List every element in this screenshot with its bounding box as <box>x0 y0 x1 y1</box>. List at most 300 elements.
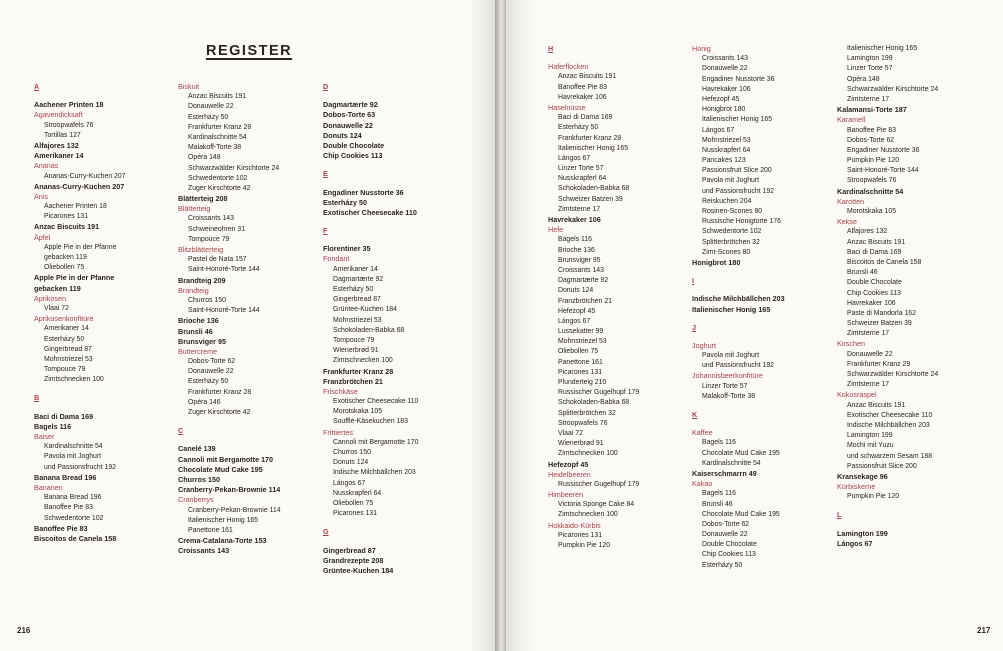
index-gap <box>692 420 785 428</box>
index-subentry: Chocolate Mud Cake 195 <box>702 449 780 457</box>
index-subentry: Saint-Honoré-Torte 144 <box>188 266 260 274</box>
index-subentry: Mochi mit Yuzu <box>847 442 894 450</box>
index-subentry: Tompouce 79 <box>44 366 86 374</box>
index-letter: B <box>34 393 40 403</box>
index-gap <box>34 385 126 393</box>
index-subentry: Schwedentorte 102 <box>44 514 104 522</box>
index-subentry: Dobos-Torte 62 <box>847 136 895 144</box>
index-gap <box>323 519 418 527</box>
index-subentry: Honigbrot 180 <box>702 106 746 114</box>
index-subentry: Soufflé-Käsekuchen 183 <box>333 418 408 426</box>
index-subentry: Morotskaka 105 <box>847 208 897 215</box>
index-subentry: Havrekaker 106 <box>702 85 751 93</box>
index-entry: Gingerbread 87 <box>323 545 376 555</box>
index-heading: Ananas <box>34 161 59 171</box>
index-subentry: Linzer Torte 57 <box>702 382 748 390</box>
index-subentry: Zimt-Scones 80 <box>702 248 751 256</box>
index-subentry: Oliebollen 75 <box>333 499 374 507</box>
index-subentry: Lángos 67 <box>558 317 591 325</box>
index-subentry: Banoffee Pie 83 <box>44 504 93 512</box>
index-entry: Kalamansi-Torte 187 <box>837 105 907 115</box>
index-column-6 <box>837 44 938 549</box>
index-entry: Franzbrötchen 21 <box>323 376 383 386</box>
index-entry: Lángos 67 <box>837 538 873 548</box>
index-subentry: Amerikaner 14 <box>333 265 378 273</box>
index-entry: Alfajores 132 <box>34 140 79 150</box>
index-subentry: Pavola mit Joghurt <box>702 177 760 185</box>
index-entry: Frankfurter Kranz 28 <box>323 366 394 376</box>
index-heading: Blätterteig <box>178 204 211 214</box>
index-subentry: und Passionsfrucht 192 <box>702 362 775 370</box>
index-subentry: Engadiner Nusstorte 36 <box>702 75 775 83</box>
index-subentry: Double Chocolate <box>847 279 902 287</box>
index-subentry: Franzbrötchen 21 <box>558 297 613 305</box>
index-entry: Bagels 116 <box>34 421 72 431</box>
index-entry: Churros 150 <box>178 474 220 484</box>
index-subentry: Schwarzwälder Kirschtorte 24 <box>847 85 939 93</box>
index-subentry: Lángos 67 <box>558 154 591 162</box>
index-subentry: Lángos 67 <box>702 126 735 134</box>
index-subentry: Ananas-Curry-Kuchen 207 <box>44 172 126 180</box>
index-entry: Indische Milchbällchen 203 <box>692 294 785 304</box>
index-subentry: Aachener Printen 18 <box>44 203 107 211</box>
index-subentry: Bagels 116 <box>702 490 736 498</box>
index-subentry: Italienischer Honig 165 <box>188 516 259 524</box>
index-letter: D <box>323 82 329 91</box>
index-subentry: Grüntee-Kuchen 184 <box>333 306 397 314</box>
index-gap <box>323 236 418 244</box>
book-gutter <box>495 0 506 651</box>
index-subentry: Engadiner Nusstorte 36 <box>847 146 920 154</box>
index-entry: Esterházy 50 <box>323 197 367 207</box>
index-subentry: Splitterbrötchen 32 <box>558 409 616 417</box>
index-gap <box>178 418 281 426</box>
index-letter: C <box>178 426 184 436</box>
index-subentry: Italienischer Honig 165 <box>847 45 918 52</box>
index-subentry: Picarones 131 <box>44 213 89 221</box>
index-subentry: Plunderteig 210 <box>558 379 607 386</box>
index-entry: Banoffee Pie 83 <box>34 523 88 533</box>
index-subentry: Biscoitos de Canela 158 <box>847 258 922 266</box>
index-subentry: Oliebollen 75 <box>44 264 85 272</box>
index-gap <box>692 268 785 276</box>
index-subentry: gebacken 119 <box>44 254 87 261</box>
index-subentry: Banoffee Pie 83 <box>847 126 896 134</box>
index-subentry: Pumpkin Pie 120 <box>847 493 900 501</box>
index-subentry: Anzac Biscuits 191 <box>188 93 247 101</box>
index-subentry: Croissants 143 <box>702 55 748 63</box>
index-subentry: Baci di Dama 169 <box>847 248 902 256</box>
index-subentry: Havrekaker 106 <box>847 299 896 307</box>
index-subentry: Kardinalschnitte 54 <box>702 459 761 467</box>
index-subentry: Schokoladen-Babka 68 <box>558 185 630 193</box>
index-subentry: Malakoff-Torte 38 <box>188 144 242 152</box>
index-subentry: Schwarzwälder Kirschtorte 24 <box>188 164 280 172</box>
index-letter: H <box>548 44 554 53</box>
index-subentry: Schweizer Batzen 39 <box>558 195 623 203</box>
index-entry: Dobos-Torte 63 <box>323 110 376 120</box>
index-entry: Chip Cookies 113 <box>323 151 383 161</box>
index-subentry: Esterházy 50 <box>188 113 229 121</box>
index-subentry: Esterházy 50 <box>333 286 374 293</box>
index-gap <box>323 161 418 169</box>
index-column-3 <box>323 82 418 576</box>
index-subentry: Frankfurter Kranz 28 <box>188 388 252 396</box>
index-gap <box>323 180 418 188</box>
index-subentry: Chocolate Mud Cake 195 <box>702 510 780 518</box>
index-gap <box>692 333 785 341</box>
index-subentry: Vlaai 72 <box>558 429 583 437</box>
index-letter: J <box>692 322 696 332</box>
index-entry: Brunsli 46 <box>178 326 213 336</box>
index-heading: Kürbiskerne <box>837 482 876 492</box>
index-subentry: Esterházy 50 <box>44 335 85 343</box>
index-subentry: Gingerbread 87 <box>44 345 92 353</box>
index-subentry: Bagels 116 <box>702 439 736 447</box>
index-heading: Haselnüsse <box>548 102 586 112</box>
index-heading: Aprikosenkonfitüre <box>34 314 94 324</box>
index-subentry: Pancakes 123 <box>702 157 746 165</box>
index-heading: Blitzblätterteig <box>178 245 224 254</box>
index-entry: Brioche 136 <box>178 316 219 326</box>
index-letter: E <box>323 169 328 179</box>
index-subentry: Esterházy 50 <box>188 378 229 386</box>
index-heading: Karamell <box>837 115 866 125</box>
right-page <box>506 0 1003 651</box>
index-subentry: Frankfurter Kranz 28 <box>188 123 252 131</box>
index-entry: Aachener Printen 18 <box>34 100 104 110</box>
index-subentry: Stroopwafels 76 <box>44 121 94 129</box>
index-gap <box>323 538 418 546</box>
index-column-1 <box>34 82 126 544</box>
index-heading: Buttercreme <box>178 346 218 356</box>
index-entry: Honigbrot 180 <box>692 257 741 267</box>
index-subentry: Donauwelle 22 <box>702 531 748 539</box>
index-entry: Croissants 143 <box>178 546 230 556</box>
index-subentry: Donuts 124 <box>558 287 594 295</box>
index-subentry: Brunsli 46 <box>702 500 733 508</box>
index-heading: Kakao <box>692 479 713 489</box>
index-heading: Anis <box>34 191 48 201</box>
index-subentry: Reiskuchen 204 <box>702 197 752 205</box>
index-entry: Italienischer Honig 165 <box>692 304 771 314</box>
index-subentry: Nusskrapferl 64 <box>558 175 607 183</box>
index-gap <box>692 315 785 323</box>
index-subentry: Churros 150 <box>333 449 371 456</box>
index-subentry: Mohnstriezel 53 <box>702 136 751 144</box>
index-heading: Kekse <box>837 217 857 227</box>
index-subentry: Donauwelle 22 <box>847 350 893 358</box>
index-subentry: Double Chocolate <box>702 541 757 549</box>
index-subentry: Apple Pie in der Pfanne <box>44 243 117 251</box>
index-subentry: Passionsfruit Slice 200 <box>847 462 917 470</box>
index-subentry: Vlaai 72 <box>44 304 69 312</box>
index-letter: I <box>692 276 694 286</box>
index-entry: Exotischer Cheesecake 110 <box>323 207 417 217</box>
index-subentry: Schokoladen-Babka 68 <box>558 399 630 407</box>
index-letter: F <box>323 226 328 236</box>
index-subentry: Zimtschnecken 100 <box>333 357 393 365</box>
index-subentry: Linzer Torte 57 <box>558 165 604 173</box>
index-subentry: Indische Milchbällchen 203 <box>333 469 416 477</box>
index-gap <box>837 521 938 529</box>
index-subentry: Zuger Kirschtorte 42 <box>188 184 251 192</box>
index-subentry: Picarones 131 <box>558 368 603 376</box>
index-subentry: Splitterbrötchen 32 <box>702 238 760 246</box>
index-subentry: Malakoff-Torte 38 <box>702 392 756 400</box>
index-subentry: Zimtsterne 17 <box>558 205 601 213</box>
index-subentry: Italienischer Honig 165 <box>558 144 629 152</box>
index-subentry: Russischer Gugelhupf 179 <box>558 389 640 397</box>
index-subentry: Zimtsterne 17 <box>847 95 890 103</box>
index-entry: Biscoitos de Canela 158 <box>34 533 117 543</box>
index-subentry: Oliebollen 75 <box>558 348 599 356</box>
index-subentry: Donauwelle 22 <box>188 368 234 376</box>
index-subentry: Zimtsterne 17 <box>847 330 890 338</box>
index-entry: Brandteig 209 <box>178 275 226 285</box>
index-letter: L <box>837 510 842 520</box>
index-subentry: Amerikaner 14 <box>44 325 89 333</box>
index-subentry: Pumpkin Pie 120 <box>847 157 900 165</box>
index-subentry: Havrekaker 106 <box>558 93 607 101</box>
index-subentry: Chip Cookies 113 <box>702 551 756 559</box>
index-subentry: Tompouce 79 <box>188 235 230 243</box>
index-subentry: Pavola mit Joghurt <box>44 453 102 461</box>
index-heading: Hefe <box>548 225 564 235</box>
index-subentry: Passionsfruit Slice 200 <box>702 167 772 175</box>
index-heading: Äpfel <box>34 232 51 242</box>
index-entry: Kransekage 96 <box>837 471 888 481</box>
index-heading: Haferflocken <box>548 62 589 72</box>
index-subentry: Donuts 124 <box>333 459 369 467</box>
index-entry: Grüntee-Kuchen 184 <box>323 565 394 575</box>
index-heading: Johannisbeerkonfitüre <box>692 371 763 381</box>
index-subentry: Exotischer Cheesecake 110 <box>847 411 933 419</box>
index-subentry: und Passionsfrucht 192 <box>44 463 117 471</box>
index-subentry: Indische Milchbällchen 203 <box>847 421 930 429</box>
index-subentry: Banoffee Pie 83 <box>558 83 607 91</box>
index-subentry: Frankfurter Kranz 28 <box>558 134 622 142</box>
index-letter: A <box>34 82 40 91</box>
index-entry: Kardinalschnitte 54 <box>837 186 904 196</box>
index-heading: Frittiertes <box>323 427 353 437</box>
index-subentry: Opéra 148 <box>188 154 221 162</box>
index-subentry: Cannoli mit Bergamotte 170 <box>333 438 419 446</box>
index-gap <box>323 218 418 226</box>
index-heading: Heidelbeeren <box>548 469 591 479</box>
index-subentry: Zimtschnecken 100 <box>558 450 618 458</box>
index-subentry: Stroopwafels 76 <box>847 177 897 185</box>
index-subentry: Morotskaka 105 <box>333 408 383 416</box>
index-subentry: Russische Honigtorte 176 <box>702 218 781 226</box>
index-subentry: Hefezopf 45 <box>702 95 740 103</box>
left-page <box>0 0 495 651</box>
index-subentry: Kardinalschnitte 54 <box>44 443 103 451</box>
index-gap <box>323 92 418 100</box>
index-column-2 <box>178 82 281 556</box>
index-subentry: Tortillas 127 <box>44 131 81 139</box>
index-subentry: Zuger Kirschtorte 42 <box>188 409 251 416</box>
index-heading: Cranberrys <box>178 495 214 505</box>
index-heading: Frischkäse <box>323 386 358 396</box>
index-column-4 <box>548 44 639 551</box>
index-subentry: Frankfurter Kranz 29 <box>847 360 911 368</box>
index-column-5 <box>692 44 785 571</box>
index-entry: Cannoli mit Bergamotte 170 <box>178 454 274 464</box>
index-entry: Anzac Biscuits 191 <box>34 222 100 232</box>
index-heading: Kirschen <box>837 339 865 349</box>
index-subentry: Pavola mit Joghurt <box>702 352 760 360</box>
index-gap <box>34 404 126 412</box>
index-entry: Double Chocolate <box>323 140 385 150</box>
index-subentry: Donauwelle 22 <box>188 103 234 111</box>
index-subentry: Opéra 148 <box>847 75 880 83</box>
index-subentry: Donauwelle 22 <box>702 65 748 73</box>
index-subentry: Anzac Biscuits 191 <box>847 238 906 246</box>
index-subentry: Brunsviger 95 <box>558 256 601 264</box>
index-subentry: Wienerbrød 91 <box>558 440 604 448</box>
index-subentry: Panettone 161 <box>558 358 603 366</box>
index-subentry: Stroopwafels 76 <box>558 419 608 427</box>
index-subentry: Gingerbread 87 <box>333 296 381 304</box>
index-heading: Agavendicksaft <box>34 110 83 120</box>
index-letter: K <box>692 410 698 419</box>
index-gap <box>178 436 281 444</box>
index-subentry: Kardinalschnitte 54 <box>188 133 247 141</box>
index-heading: Bananen <box>34 482 63 492</box>
index-letter: G <box>323 527 329 537</box>
index-subentry: Schokoladen-Babka 68 <box>333 326 405 334</box>
index-subentry: Lamington 199 <box>847 55 893 63</box>
index-subentry: Nusskrapferl 64 <box>702 146 751 154</box>
index-subentry: Saint-Honoré-Torte 144 <box>847 167 919 175</box>
index-subentry: Russischer Gugelhupf 179 <box>558 480 640 488</box>
index-subentry: Esterházy 50 <box>702 561 743 569</box>
index-heading: Honig <box>692 44 711 53</box>
index-entry: Ananas-Curry-Kuchen 207 <box>34 181 125 191</box>
index-subentry: Tompouce 79 <box>333 336 375 344</box>
page-number-left: 216 <box>17 626 31 635</box>
index-gap <box>837 502 938 510</box>
index-subentry: Rosinen-Scones 80 <box>702 208 763 215</box>
index-subentry: Lángos 67 <box>333 479 366 487</box>
index-subentry: Paste di Mandorla 162 <box>847 309 916 317</box>
index-entry: Havrekaker 106 <box>548 215 601 224</box>
index-subentry: Chip Cookies 113 <box>847 289 901 297</box>
index-heading: Kaffee <box>692 428 713 438</box>
index-entry: Blätterteig 208 <box>178 194 228 204</box>
index-heading: Baiser <box>34 432 55 441</box>
index-entry: Canelé 139 <box>178 444 216 454</box>
index-subentry: Lussekatter 99 <box>558 328 604 336</box>
index-heading: Joghurt <box>692 340 716 350</box>
index-heading: Brandteig <box>178 285 209 295</box>
index-subentry: und schwarzem Sesam 188 <box>847 452 933 460</box>
index-entry: Engadiner Nusstorte 36 <box>323 187 404 197</box>
index-subentry: Linzer Torte 57 <box>847 65 893 73</box>
index-heading: Kokosraspel <box>837 390 877 400</box>
index-subentry: Dagmartærte 92 <box>333 275 384 283</box>
index-subentry: Picarones 131 <box>333 510 378 518</box>
index-subentry: Baci di Dama 169 <box>558 114 613 122</box>
index-subentry: Schwedentorte 102 <box>188 174 248 182</box>
index-subentry: Picarones 131 <box>558 531 603 539</box>
index-subentry: Zimtsterne 17 <box>847 381 890 389</box>
index-entry: Banana Bread 196 <box>34 472 97 482</box>
index-entry: Baci di Dama 169 <box>34 411 94 421</box>
index-subentry: Schwedentorte 102 <box>702 228 762 236</box>
index-heading: Fondant <box>323 254 350 264</box>
index-gap <box>548 54 639 62</box>
index-subentry: Churros 150 <box>188 296 226 304</box>
index-entry: Chocolate Mud Cake 195 <box>178 464 263 474</box>
index-entry: Crema-Catalana-Torte 153 <box>178 536 267 546</box>
index-subentry: Opéra 146 <box>188 398 221 406</box>
index-subentry: Cranberry-Pekan-Brownie 114 <box>188 506 281 514</box>
index-subentry: Zimtschnecken 100 <box>44 376 104 384</box>
index-subentry: Exotischer Cheesecake 110 <box>333 398 419 406</box>
index-entry: Hefezopf 45 <box>548 459 589 469</box>
index-entry: Grandrezepte 208 <box>323 555 384 565</box>
index-subentry: Panettone 161 <box>188 526 233 534</box>
index-entry: Lamington 199 <box>837 528 888 538</box>
index-subentry: Anzac Biscuits 191 <box>558 73 617 81</box>
index-heading: Karotten <box>837 196 865 206</box>
index-entry: gebacken 119 <box>34 283 81 293</box>
index-entry: Donuts 124 <box>323 130 362 140</box>
index-subentry: Dobos-Torte 62 <box>188 358 236 366</box>
index-entry: Kaiserschmarrn 49 <box>692 468 757 478</box>
index-subentry: Wienerbrød 91 <box>333 347 379 355</box>
index-subentry: Schwarzwälder Kirschtorte 24 <box>847 371 939 378</box>
index-entry: Dagmartærte 92 <box>323 100 378 110</box>
index-subentry: Banana Bread 196 <box>44 494 102 502</box>
index-subentry: Anzac Biscuits 191 <box>847 401 906 409</box>
index-subentry: Alfajores 132 <box>847 228 888 236</box>
index-subentry: Saint-Honoré-Torte 144 <box>188 307 260 315</box>
index-subentry: Esterházy 50 <box>558 124 599 132</box>
index-subentry: Brunsli 46 <box>847 269 878 277</box>
index-subentry: Schweineohren 31 <box>188 225 246 233</box>
index-subentry: Mohnstriezel 53 <box>44 355 93 363</box>
index-entry: Apple Pie in der Pfanne <box>34 273 115 283</box>
index-subentry: Pumpkin Pie 120 <box>558 542 611 549</box>
index-subentry: Dagmartærte 92 <box>558 277 609 285</box>
index-entry: Donauwelle 22 <box>323 120 373 130</box>
index-heading: Hokkaido-Kürbis <box>548 520 601 530</box>
index-subentry: Mohnstriezel 53 <box>558 338 607 346</box>
index-subentry: Italienischer Honig 165 <box>702 116 773 124</box>
index-subentry: Bagels 116 <box>558 236 592 244</box>
index-heading: Himbeeren <box>548 490 584 500</box>
index-entry: Brunsviger 95 <box>178 336 226 346</box>
index-subentry: und Passionsfrucht 192 <box>702 187 775 195</box>
index-subentry: Pastel de Nata 157 <box>188 256 247 264</box>
index-subentry: Schweizer Batzen 39 <box>847 320 912 328</box>
index-subentry: Dobos-Torte 62 <box>702 520 750 528</box>
index-gap <box>692 402 785 410</box>
index-gap <box>692 286 785 294</box>
index-subentry: Lamington 199 <box>847 432 893 440</box>
index-gap <box>34 92 126 100</box>
index-entry: Cranberry-Pekan-Brownie 114 <box>178 485 281 495</box>
index-subentry: Croissants 143 <box>188 215 234 223</box>
page-title: REGISTER <box>206 43 293 59</box>
index-subentry: Nusskrapferl 64 <box>333 489 382 497</box>
index-heading: Aprikosen <box>34 293 66 303</box>
index-subentry: Brioche 136 <box>558 246 595 254</box>
index-subentry: Croissants 143 <box>558 266 604 274</box>
